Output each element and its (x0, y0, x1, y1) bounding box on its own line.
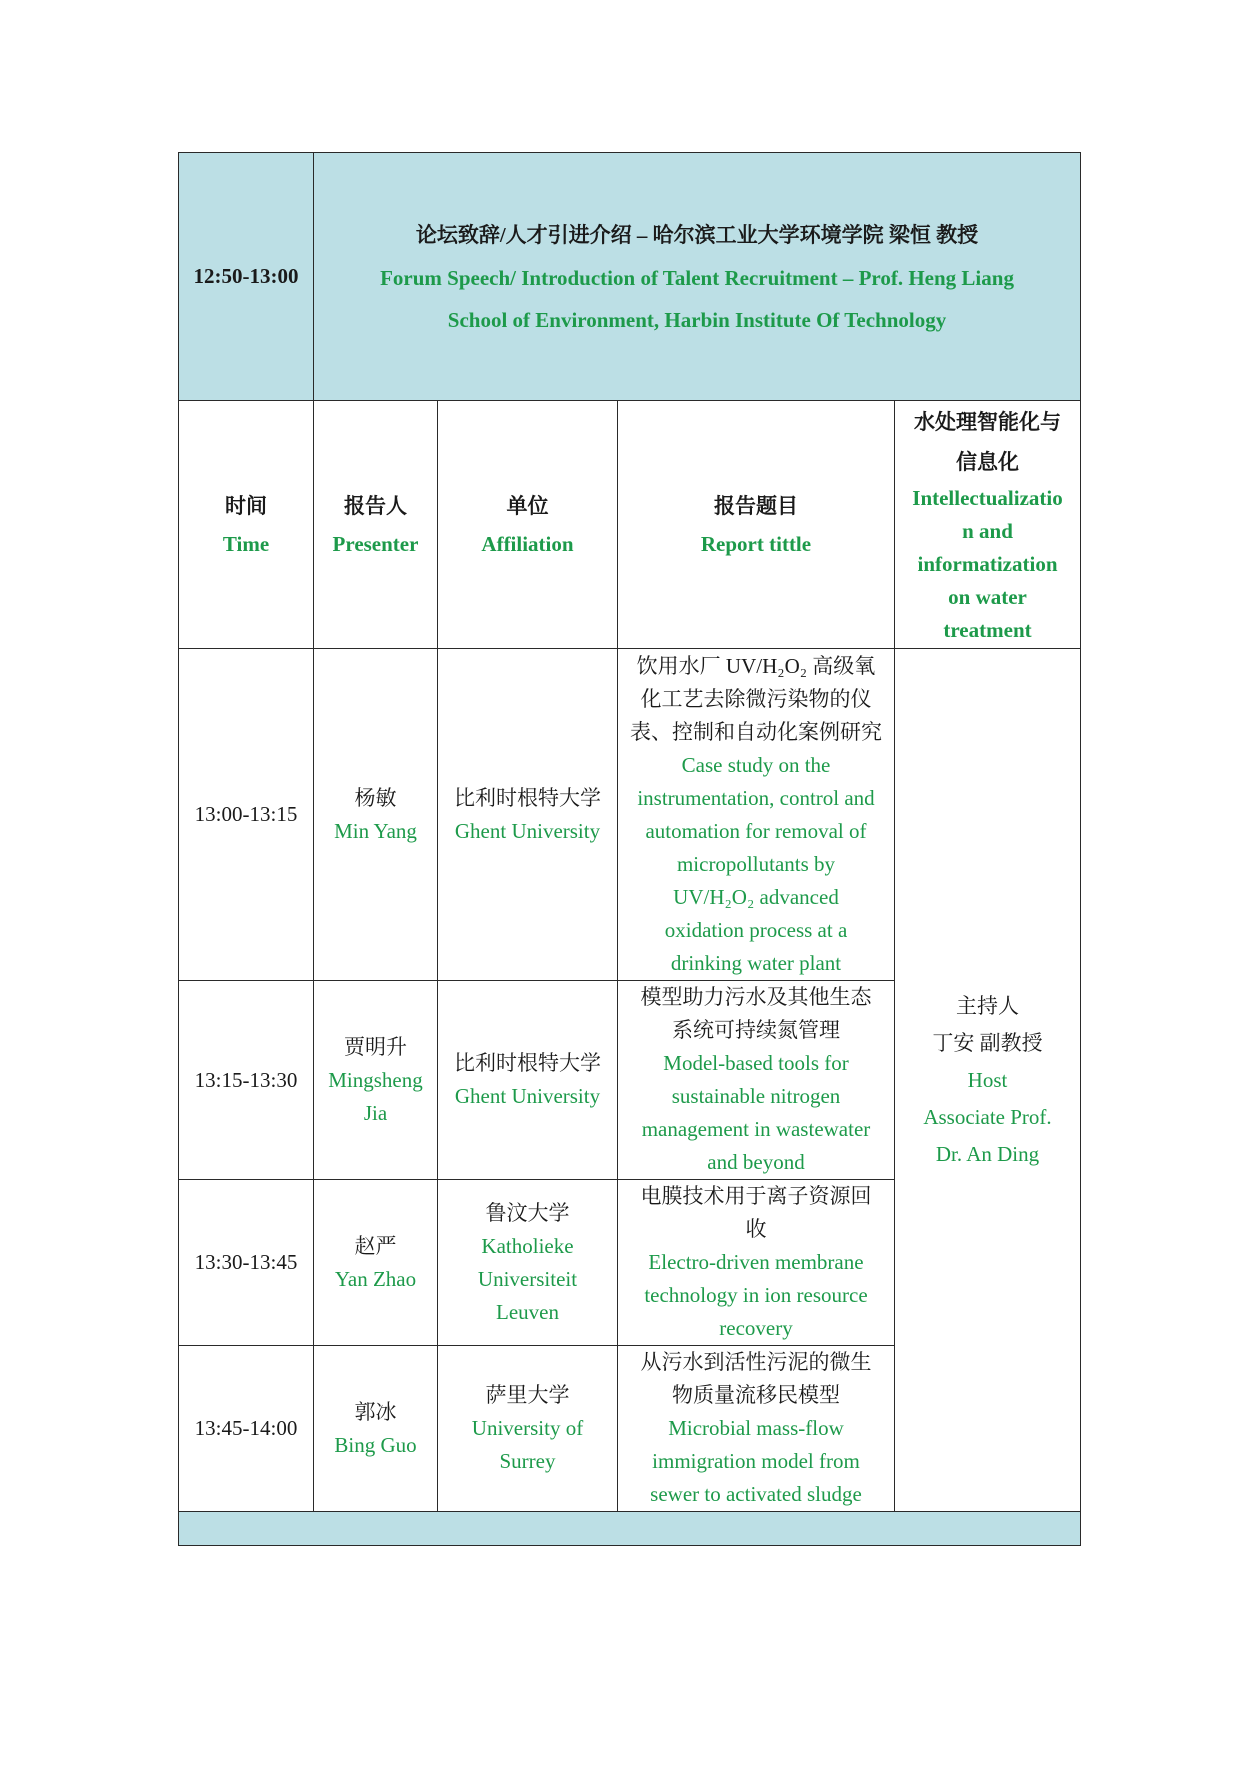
title-en-line: oxidation process at a (664, 917, 848, 942)
affiliation-en: Katholieke (481, 1233, 574, 1258)
presenter-en: Jia (363, 1100, 388, 1125)
title-cn-line: 表、控制和自动化案例研究 (630, 719, 882, 744)
header-time (179, 401, 314, 649)
title-en-line: Case study on the (681, 752, 831, 777)
session-title-en-line: Intellectualizatio (912, 486, 1063, 510)
banner-title-en-line2: School of Environment, Harbin Institute Of Technology (447, 307, 947, 332)
session-title-en-line: on water (948, 585, 1027, 609)
title-cn-line: 电膜技术用于离子资源回 (640, 1184, 872, 1208)
title-en-line: Microbial mass-flow (668, 1416, 844, 1440)
row-report-title (618, 981, 895, 1180)
title-cn-line: 从污水到活性污泥的微生 (640, 1350, 872, 1374)
header-presenter-cn: 报告人 (344, 493, 407, 518)
banner-time-cell (179, 153, 314, 401)
title-cn-line: 收 (745, 1217, 767, 1241)
affiliation-cn: 比利时根特大学 (454, 1051, 601, 1075)
presenter-cn: 赵严 (354, 1233, 397, 1258)
session-title-en-line: informatization (917, 552, 1058, 576)
session-title-en-line: treatment (943, 618, 1032, 642)
affiliation-en: Leuven (496, 1299, 559, 1324)
host-label-cn: 主持人 (956, 993, 1019, 1018)
row-report-title (618, 649, 895, 981)
title-cn-line: 物质量流移民模型 (672, 1383, 840, 1407)
banner-row (179, 153, 1081, 401)
header-row (179, 401, 1081, 649)
title-en-line: and beyond (707, 1150, 805, 1174)
row-presenter (314, 1346, 438, 1512)
presenter-cn: 杨敏 (354, 785, 397, 810)
header-time-cn: 时间 (225, 493, 267, 518)
header-title-en: Report tittle (700, 531, 812, 556)
affiliation-en: Ghent University (454, 818, 601, 843)
header-affiliation-en: Affiliation (481, 531, 574, 556)
title-en-line: recovery (719, 1316, 793, 1340)
title-cn-line: 系统可持续氮管理 (672, 1018, 840, 1042)
row-presenter (314, 1180, 438, 1346)
footer-row (179, 1512, 1081, 1546)
row-time: 13:30-13:45 (179, 1180, 314, 1346)
row-time: 13:15-13:30 (179, 981, 314, 1180)
row-affiliation (438, 981, 618, 1180)
title-en-line: UV/H₂O₂ advanced (673, 884, 839, 909)
row-report-title (618, 1180, 895, 1346)
presenter-cn: 郭冰 (354, 1399, 397, 1424)
affiliation-cn: 萨里大学 (485, 1383, 570, 1407)
host-title-en: Associate Prof. (923, 1104, 1052, 1129)
title-cn-line: 饮用水厂 UV/H₂O₂ 高级氧 (636, 653, 876, 678)
presenter-cn: 贾明升 (344, 1034, 407, 1059)
title-en-line: immigration model from (652, 1449, 860, 1473)
footer-strip (179, 1512, 1081, 1546)
session-title-cn-line1: 水处理智能化与 (914, 410, 1061, 434)
title-en-line: instrumentation, control and (637, 785, 875, 810)
banner-time: 12:50-13:00 (193, 264, 299, 288)
host-name-cn: 丁安 副教授 (932, 1030, 1043, 1055)
schedule-table (178, 152, 1081, 1546)
title-en-line: Electro-driven membrane (648, 1250, 864, 1274)
affiliation-en: Ghent University (454, 1084, 601, 1108)
title-en-line: technology in ion resource (644, 1283, 868, 1307)
header-title-cn: 报告题目 (714, 493, 798, 518)
title-en-line: automation for removal of (645, 818, 867, 843)
header-report-title (618, 401, 895, 649)
title-en-line: Model-based tools for (663, 1051, 849, 1075)
row-presenter (314, 981, 438, 1180)
row-affiliation (438, 649, 618, 981)
row-time: 13:00-13:15 (179, 649, 314, 981)
row-affiliation (438, 1346, 618, 1512)
title-en-line: micropollutants by (676, 851, 836, 876)
header-affiliation-cn: 单位 (506, 493, 549, 518)
header-session (895, 401, 1081, 649)
title-en-line: sewer to activated sludge (650, 1482, 862, 1506)
host-cell (895, 649, 1081, 1512)
banner-title-cn: 论坛致辞/人才引进介绍 – 哈尔滨工业大学环境学院 梁恒 教授 (415, 222, 979, 247)
header-presenter-en: Presenter (332, 531, 419, 556)
presenter-en: Yan Zhao (334, 1266, 417, 1291)
presenter-en: Mingsheng (328, 1067, 423, 1092)
host-label-en: Host (967, 1067, 1008, 1092)
table-row (179, 649, 1081, 981)
row-time: 13:45-14:00 (179, 1346, 314, 1512)
title-en-line: sustainable nitrogen (671, 1084, 841, 1108)
session-title-en-line: n and (962, 519, 1013, 543)
row-affiliation (438, 1180, 618, 1346)
banner-title-cell (314, 153, 1081, 401)
title-en-line: drinking water plant (670, 950, 842, 975)
presenter-en: Bing Guo (334, 1432, 417, 1457)
header-affiliation (438, 401, 618, 649)
title-en-line: management in wastewater (641, 1117, 871, 1141)
title-cn-line: 模型助力污水及其他生态 (640, 985, 872, 1009)
host-name-en: Dr. An Ding (935, 1141, 1040, 1166)
affiliation-cn: 比利时根特大学 (454, 785, 601, 810)
presenter-en: Min Yang (334, 818, 417, 843)
row-presenter (314, 649, 438, 981)
session-title-cn-line2: 信息化 (956, 450, 1019, 474)
header-time-en: Time (222, 531, 270, 556)
affiliation-en: University of (471, 1416, 584, 1440)
header-presenter (314, 401, 438, 649)
affiliation-cn: 鲁汶大学 (485, 1200, 570, 1225)
title-cn-line: 化工艺去除微污染物的仪 (640, 686, 872, 711)
affiliation-en: Surrey (499, 1449, 556, 1473)
affiliation-en: Universiteit (477, 1266, 578, 1291)
banner-title-en-line1: Forum Speech/ Introduction of Talent Recruitment – Prof. Heng Liang (380, 265, 1014, 290)
row-report-title (618, 1346, 895, 1512)
